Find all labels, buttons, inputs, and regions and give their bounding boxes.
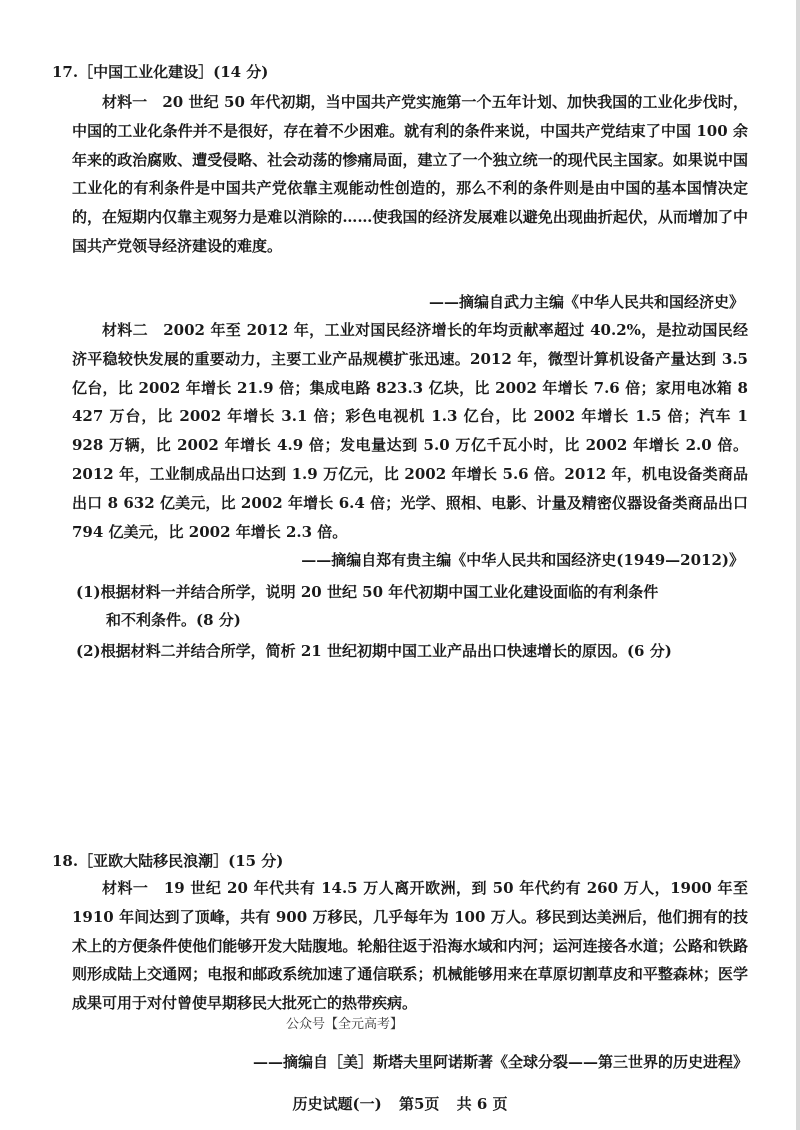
q17-subquestion-1 (76, 578, 748, 634)
page-edge (796, 0, 800, 1130)
q17-m2-text: 2002 年至 2012 年，工业对国民经济增长的年均贡献率超过 40.2%，是拉动国民经济平稳较快发展的重要动力，主要工业产品规模扩张迅速。2012 年，微型计算机设备产量达到 3.5 亿台，比 2002 年增长 21.9 倍；集成电路 823.3 亿块，比 2002 年增长 7.6 倍；家用电冰箱 8 427 万台，比 2002 年增长 3.1 倍；彩色电视机 1.3 亿台，比 2002 年增长 1.5 倍；汽车 1 928 万辆，比 2002 年增长 4.9 倍；发电量达到 5.0 万亿千瓦小时，比 2002 年增长 2.0 倍。2012 年，工业制成品出口达到 1.9 万亿元，比 2002 年增长 5.6 倍。2012 年，机电设备类商品出口 8 632 亿美元，比 2002 年增长 6.4 倍；光学、照相、电影、计量及精密仪器设备类商品出口 794 亿美元，比 2002 年增长 2.3 倍。 (72, 321, 748, 541)
q18-m1-label: 材料一 (102, 879, 149, 897)
q17-heading: 17.［中国工业化建设］(14 分) (52, 63, 269, 81)
q17-m1-source: ——摘编自武力主编《中华人民共和国经济史》 (428, 293, 744, 311)
q18-material-1 (72, 874, 748, 1018)
footer-total: 共 6 页 (456, 1095, 508, 1113)
q17-m1-label: 材料一 (102, 93, 148, 111)
q17-subquestion-2: (2)根据材料二并结合所学，简析 21 世纪初期中国工业产品出口快速增长的原因。(6 分) (76, 642, 672, 660)
q17-m2-source: ——摘编自郑有贵主编《中华人民共和国经济史(1949—2012)》 (301, 551, 744, 569)
watermark: 公众号【全元高考】 (286, 1017, 404, 1032)
q17-m2-label: 材料二 (102, 321, 148, 339)
q17-sub1-line1: (1)根据材料一并结合所学，说明 20 世纪 50 年代初期中国工业化建设面临的有利条件 (76, 583, 659, 601)
q17-m1-text: 20 世纪 50 年代初期，当中国共产党实施第一个五年计划、加快我国的工业化步伐时，中国的工业化条件并不是很好，存在着不少困难。就有利的条件来说，中国共产党结束了中国 100 余年来的政治腐败、遭受侵略、社会动荡的惨痛局面，建立了一个独立统一的现代民主国家。如果说中国工业化的有利条件是中国共产党依靠主观能动性创造的，那么不利的条件则是由中国的基本国情决定的，在短期内仅靠主观努力是难以消除的……使我国的经济发展难以避免出现曲折起伏，从而增加了中国共产党领导经济建设的难度。 (72, 93, 748, 255)
q18-m1-text: 19 世纪 20 年代共有 14.5 万人离开欧洲，到 50 年代约有 260 万人，1900 年至 1910 年间达到了顶峰，共有 900 万移民，几乎每年为 100 万人。移民到达美洲后，他们拥有的技术上的方便条件使他们能够开发大陆腹地。轮船往返于沿海水域和内河；运河连接各水道；公路和铁路则形成陆上交通网；电报和邮政系统加速了通信联系；机械能够用来在草原切割草皮和平整森林；医学成果可用于对付曾使早期移民大批死亡的热带疾病。 (72, 879, 748, 1013)
page-footer (0, 1093, 800, 1114)
q18-m1-source: ——摘编自［美］斯塔夫里阿诺斯著《全球分裂——第三世界的历史进程》 (252, 1053, 748, 1071)
q17-material-2 (72, 316, 748, 546)
q18-heading: 18.［亚欧大陆移民浪潮］(15 分) (52, 852, 284, 870)
footer-page: 第5页 (398, 1095, 440, 1113)
q17-sub1-line2: 和不利条件。(8 分) (106, 611, 241, 629)
q17-material-1 (72, 88, 748, 261)
footer-subject: 历史试题(一) (292, 1095, 382, 1113)
